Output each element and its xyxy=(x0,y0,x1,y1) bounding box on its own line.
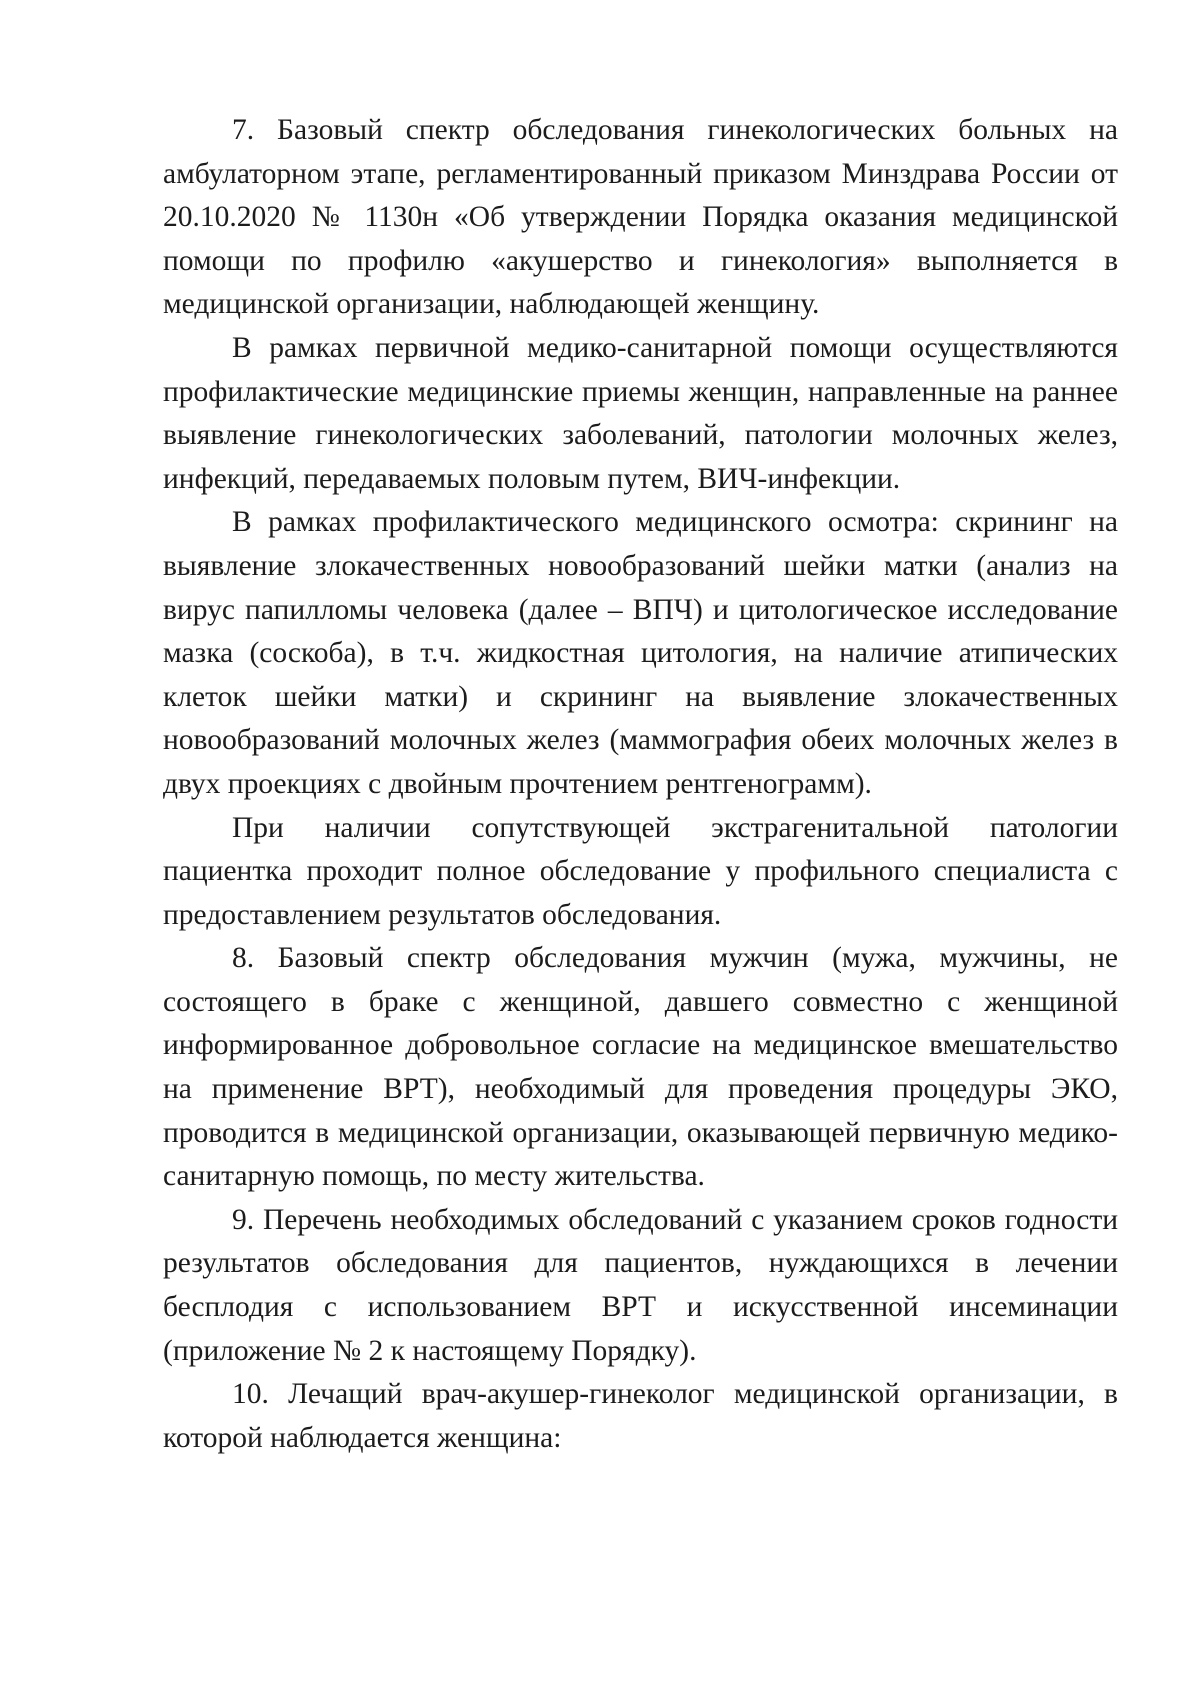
paragraph-primary-care: В рамках первичной медико-санитарной помощи осуществляются профилактические медицинские приемы женщин, направленные на раннее выявление гинекологических заболеваний, патологии молочных желез, инфекций, передаваемых половым путем, ВИЧ-инфекции. xyxy=(163,331,1118,495)
paragraph-extragenital-pathology: При наличии сопутствующей экстрагенитальной патологии пациентка проходит полное обследование у профильного специалиста с предоставлением результатов обследования. xyxy=(163,811,1118,931)
paragraph-10-attending-physician: 10. Лечащий врач-акушер-гинеколог медицинской организации, в которой наблюдается женщина: xyxy=(163,1378,1118,1454)
paragraph-9-exam-list: 9. Перечень необходимых обследований с указанием сроков годности результатов обследования для пациентов, нуждающихся в лечении бесплодия с использованием ВРТ и искусственной инсеминации (приложение № 2 к настоящему Порядку). xyxy=(163,1203,1118,1367)
paragraph-7-basic-exam-gynecology: 7. Базовый спектр обследования гинекологических больных на амбулаторном этапе, регламентированный приказом Минздрава России от 20.10.2020 № 1130н «Об утверждении Порядка оказания медицинской помощи по профилю «акушерство и гинекология» выполняется в медицинской организации, наблюдающей женщину. xyxy=(163,114,1118,321)
paragraph-preventive-screening: В рамках профилактического медицинского осмотра: скрининг на выявление злокачественных новообразований шейки матки (анализ на вирус папилломы человека (далее – ВПЧ) и цитологическое исследование мазка (соскоба), в т.ч. жидкостная цитология, на наличие атипических клеток шейки матки) и скрининг на выявление злокачественных новообразований молочных желез (маммография обеих молочных желез в двух проекциях с двойным прочтением рентгенограмм). xyxy=(163,506,1118,800)
paragraph-8-men-exam: 8. Базовый спектр обследования мужчин (мужа, мужчины, не состоящего в браке с женщиной, давшего совместно с женщиной информированное добровольное согласие на медицинское вмешательство на применение ВРТ), необходимый для проведения процедуры ЭКО, проводится в медицинской организации, оказывающей первичную медико-санитарную помощь, по месту жительства. xyxy=(163,942,1118,1193)
document-body xyxy=(163,109,1118,1460)
